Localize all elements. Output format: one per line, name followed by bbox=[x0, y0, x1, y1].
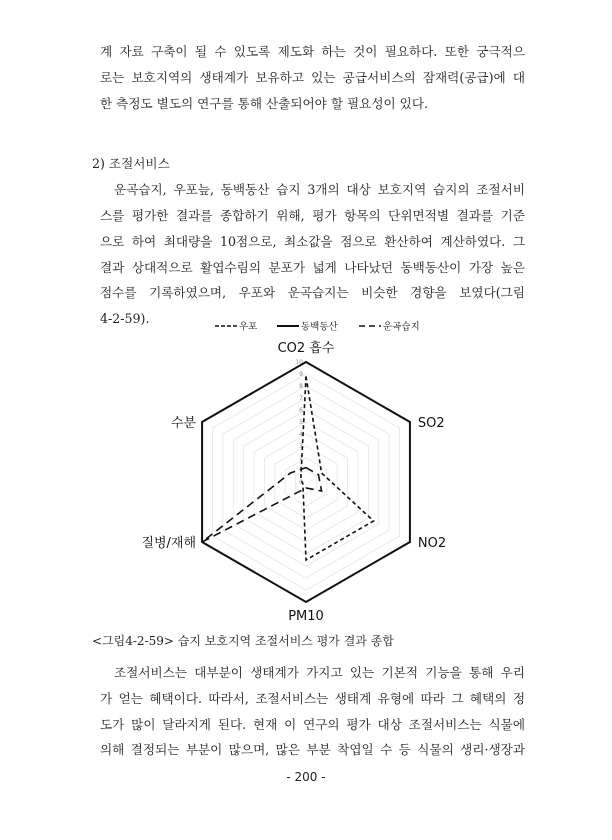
axis-label: NO2 bbox=[417, 536, 447, 551]
body-text-line: 운곡습지, 우포늪, 동백동산 습지 3개의 대상 보호지역 습지의 조절서비 bbox=[114, 182, 525, 197]
legend-label: 우포 bbox=[239, 321, 258, 333]
body-text-line: 으로 하여 최대량을 10점으로, 최소값을 점으로 환산하여 계산하였다. 그 bbox=[100, 234, 525, 249]
tick-label: 8 bbox=[299, 383, 303, 390]
tick-label: 0 bbox=[299, 479, 303, 486]
body-text-line: 로는 보호지역의 생태계가 보유하고 있는 공급서비스의 잠재력(공급)에 대 bbox=[100, 70, 525, 85]
body-text-line: 가 얻는 혜택이다. 따라서, 조절서비스는 생태계 유형에 따라 그 혜택의 정 bbox=[100, 691, 525, 706]
tick-label: 7 bbox=[299, 395, 303, 402]
tick-label: 3 bbox=[299, 443, 303, 450]
tick-label: 10 bbox=[295, 359, 303, 366]
grid-ring bbox=[244, 410, 369, 554]
legend-label: 운곡습지 bbox=[383, 321, 420, 333]
grid-ring bbox=[233, 398, 378, 566]
grid-ring bbox=[223, 386, 389, 578]
grid-ring bbox=[285, 458, 327, 506]
body-text-line: 결과 상대적으로 활엽수림의 분포가 넓게 나타났던 동백동산이 가장 높은 bbox=[100, 260, 525, 275]
body-text-line: 4-2-59). bbox=[100, 311, 150, 326]
figure-caption: <그림4-2-59> 습지 보호지역 조절서비스 평가 결과 종합 bbox=[92, 634, 394, 648]
body-text-line: 스를 평가한 결과를 종합하기 위해, 평가 항목의 단위면적별 결과를 기준 bbox=[100, 208, 525, 223]
grid-ring bbox=[264, 434, 347, 530]
tick-label: 9 bbox=[299, 371, 303, 378]
body-text-line: 점수를 기록하였으며, 우포와 운곡습지는 비슷한 경향을 보였다(그림 bbox=[100, 285, 525, 300]
axis-label: CO2 흡수 bbox=[277, 341, 335, 356]
axis-label: PM10 bbox=[288, 609, 324, 624]
tick-label: 5 bbox=[299, 419, 303, 426]
body-text-line: 한 측정도 별도의 연구를 통해 산출되어야 할 필요성이 있다. bbox=[100, 96, 429, 111]
body-text-line: 도가 많이 달라지게 된다. 현재 이 연구의 평가 대상 조절서비스는 식물에 bbox=[100, 717, 525, 732]
axis-label: 수분 bbox=[170, 416, 197, 431]
grid-ring bbox=[275, 446, 337, 518]
grid-ring bbox=[254, 422, 358, 542]
tick-label: 1 bbox=[299, 467, 303, 474]
tick-label: 2 bbox=[299, 455, 303, 462]
axis-label: SO2 bbox=[417, 416, 445, 431]
section-heading: 2) 조절서비스 bbox=[92, 156, 170, 171]
legend-label: 동백동산 bbox=[301, 321, 338, 333]
axis-label: 질병/재해 bbox=[141, 536, 197, 551]
body-text-line: 조절서비스는 대부분이 생태계가 가지고 있는 기본적 기능을 통해 우리 bbox=[114, 665, 525, 680]
page-number: - 200 - bbox=[286, 770, 326, 784]
body-text-line: 계 자료 구축이 될 수 있도록 제도화 하는 것이 필요하다. 또한 궁극적으 bbox=[100, 44, 525, 59]
body-text-line: 의해 결정되는 부분이 많으며, 많은 부분 착엽일 수 등 식물의 생리·생장과 bbox=[100, 742, 525, 757]
tick-label: 6 bbox=[299, 407, 303, 414]
tick-label: 4 bbox=[299, 431, 303, 438]
